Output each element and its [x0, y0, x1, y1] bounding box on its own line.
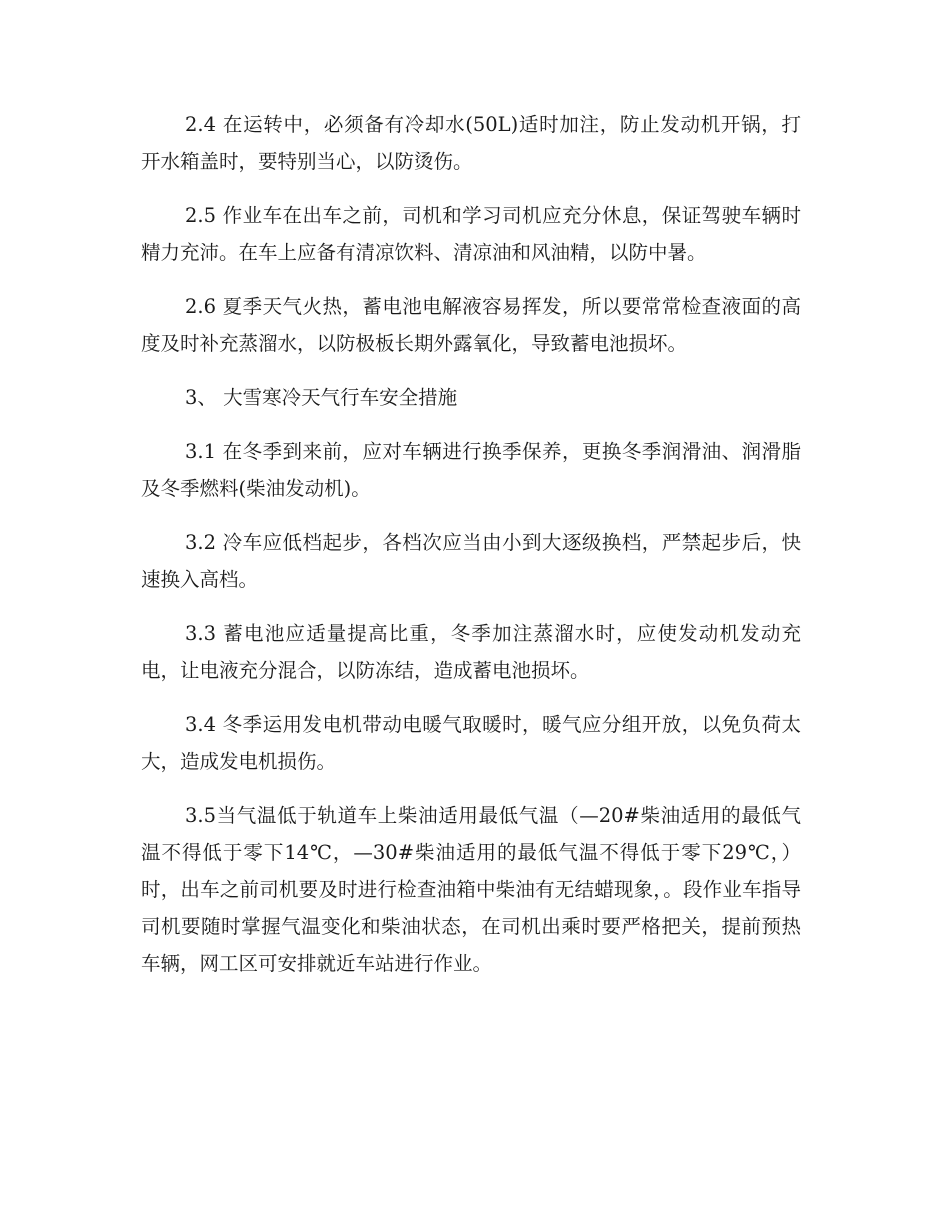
paragraph-3-5: 3.5当气温低于轨道车上柴油适用最低气温（—20#柴油适用的最低气温不得低于零下14℃，—30#柴油适用的最低气温不得低于零下29℃，）时，出车之前司机要及时进行检查油箱中柴油有无结蜡现象，。段作业车指导司机要随时掌握气温变化和柴油状态，在司机出乘时要严格把关，提前预热车辆，网工区可安排就近车站进行作业。 — [141, 804, 801, 975]
section-heading-3: 3、 大雪寒冷天气行车安全措施 — [185, 386, 458, 409]
paragraph-2-4: 2.4 在运转中，必须备有冷却水(50L)适时加注，防止发动机开锅，打开水箱盖时，要特别当心，以防烫伤。 — [141, 113, 801, 173]
paragraph-3-2: 3.2 冷车应低档起步，各档次应当由小到大逐级换档，严禁起步后，快速换入高档。 — [141, 531, 801, 591]
paragraph-3-3: 3.3 蓄电池应适量提高比重，冬季加注蒸溜水时，应使发动机发动充电，让电液充分混合，以防冻结，造成蓄电池损坏。 — [141, 622, 801, 682]
paragraph-2-6: 2.6 夏季天气火热，蓄电池电解液容易挥发，所以要常常检查液面的高度及时补充蒸溜水，以防极板长期外露氧化，导致蓄电池损坏。 — [141, 295, 801, 355]
paragraph-3-4: 3.4 冬季运用发电机带动电暖气取暖时，暖气应分组开放，以免负荷太大，造成发电机损伤。 — [141, 713, 801, 773]
document-body — [141, 106, 801, 999]
paragraph-2-5: 2.5 作业车在出车之前，司机和学习司机应充分休息，保证驾驶车辆时精力充沛。在车上应备有清凉饮料、清凉油和风油精，以防中暑。 — [141, 204, 801, 264]
paragraph-3-1: 3.1 在冬季到来前，应对车辆进行换季保养，更换冬季润滑油、润滑脂及冬季燃料(柴油发动机)。 — [141, 440, 801, 500]
